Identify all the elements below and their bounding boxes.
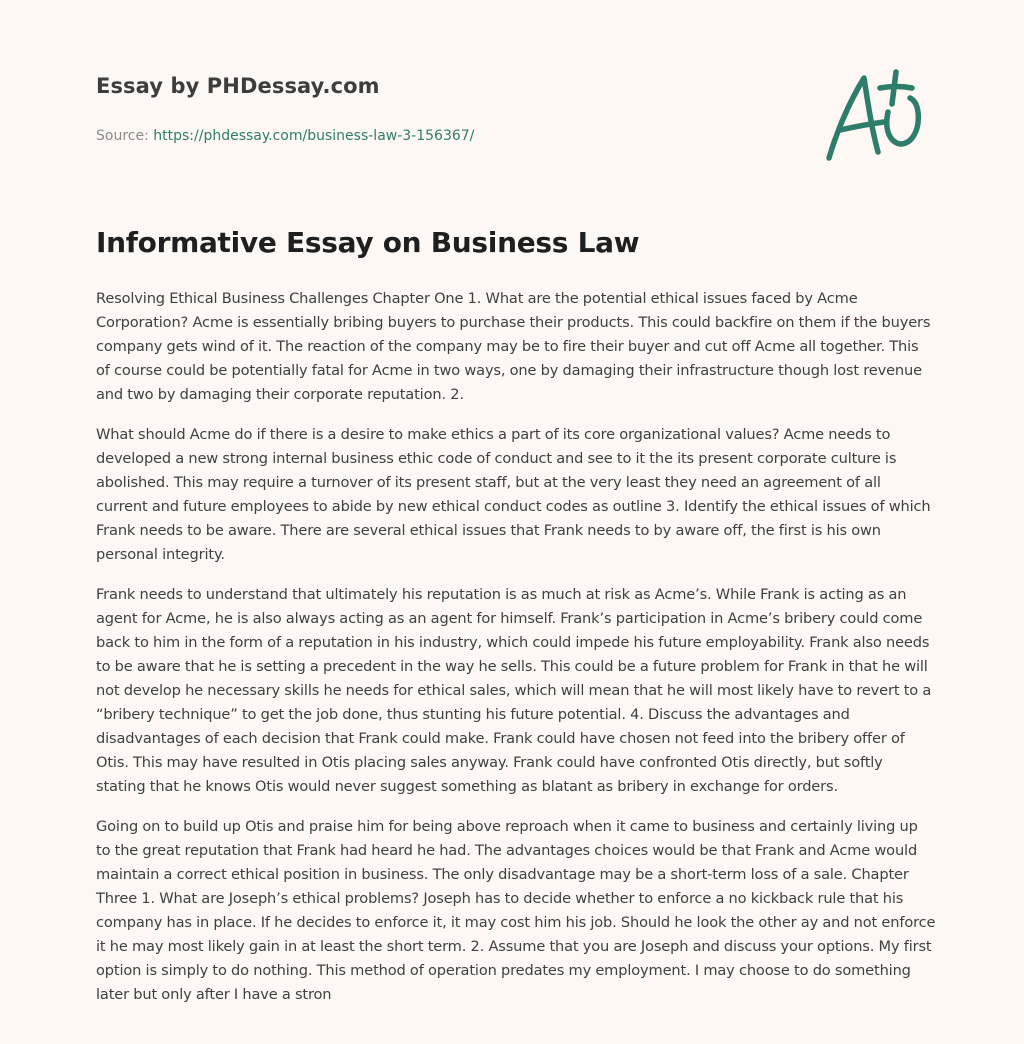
source-line [96,128,796,144]
essay-paragraph: Going on to build up Otis and praise him for being above reproach when it came to business and certainly living up to the great reputation that Frank had heard he had. The advantages choices would be that Frank and Acme would maintain a correct ethical position in business. The only disadvantage may be a short-term loss of a sale. Chapter Three 1. What are Joseph’s ethical problems? Joseph has to decide whether to enforce a no kickback rule that his company has in place. If he decides to enforce it, it may cost him his job. Should he look the other ay and not enforce it he may most likely gain in at least the short term. 2. Assume that you are Joseph and discuss your options. My first option is simply to do nothing. This method of operation predates my employment. I may choose to do something later but only after I have a stron [96,818,936,1003]
essay-paragraph: Frank needs to understand that ultimately his reputation is as much at risk as Acme’s. While Frank is acting as an agent for Acme, he is also always acting as an agent for himself. Frank’s participation in Acme’s bribery could come back to him in the form of a reputation in his industry, which could impede his future employability. Frank also needs to be aware that he is setting a precedent in the way he sells. This could be a future problem for Frank in that he will not develop he necessary skills he needs for ethical sales, which will mean that he will most likely have to revert to a “bribery technique” to get the job done, thus stunting his future potential. 4. Discuss the advantages and disadvantages of each decision that Frank could make. Frank could have chosen not feed into the bribery offer of Otis. This may have resulted in Otis placing sales anyway. Frank could have confronted Otis directly, but softly stating that he knows Otis would never suggest something as blatant as bribery in exchange for orders. [96,586,932,795]
essay-header [96,74,796,144]
essay-paragraph: What should Acme do if there is a desire to make ethics a part of its core organizational values? Acme needs to developed a new strong internal business ethic code of conduct and see to it the its present corporate culture is abolished. This may require a turnover of its present staff, but at the very least they need an agreement of all current and future employees to abide by new ethical conduct codes as outline 3. Identify the ethical issues of which Frank needs to be aware. There are several ethical issues that Frank needs to by aware off, the first is his own personal integrity. [96,426,931,563]
source-link[interactable]: https://phdessay.com/business-law-3-156367/ [153,128,475,144]
essay-title: Informative Essay on Business Law [96,226,640,259]
source-label: Source: [96,128,149,144]
site-brand: Essay by PHDessay.com [96,74,380,98]
a-plus-grade-icon [820,64,930,168]
essay-body [96,287,936,1023]
essay-paragraph: Resolving Ethical Business Challenges Chapter One 1. What are the potential ethical issues faced by Acme Corporation? Acme is essentially bribing buyers to purchase their products. This could backfire on them if the buyers company gets wind of it. The reaction of the company may be to fire their buyer and cut off Acme all together. This of course could be potentially fatal for Acme in two ways, one by damaging their infrastructure though lost revenue and two by damaging their corporate reputation. 2. [96,290,931,403]
